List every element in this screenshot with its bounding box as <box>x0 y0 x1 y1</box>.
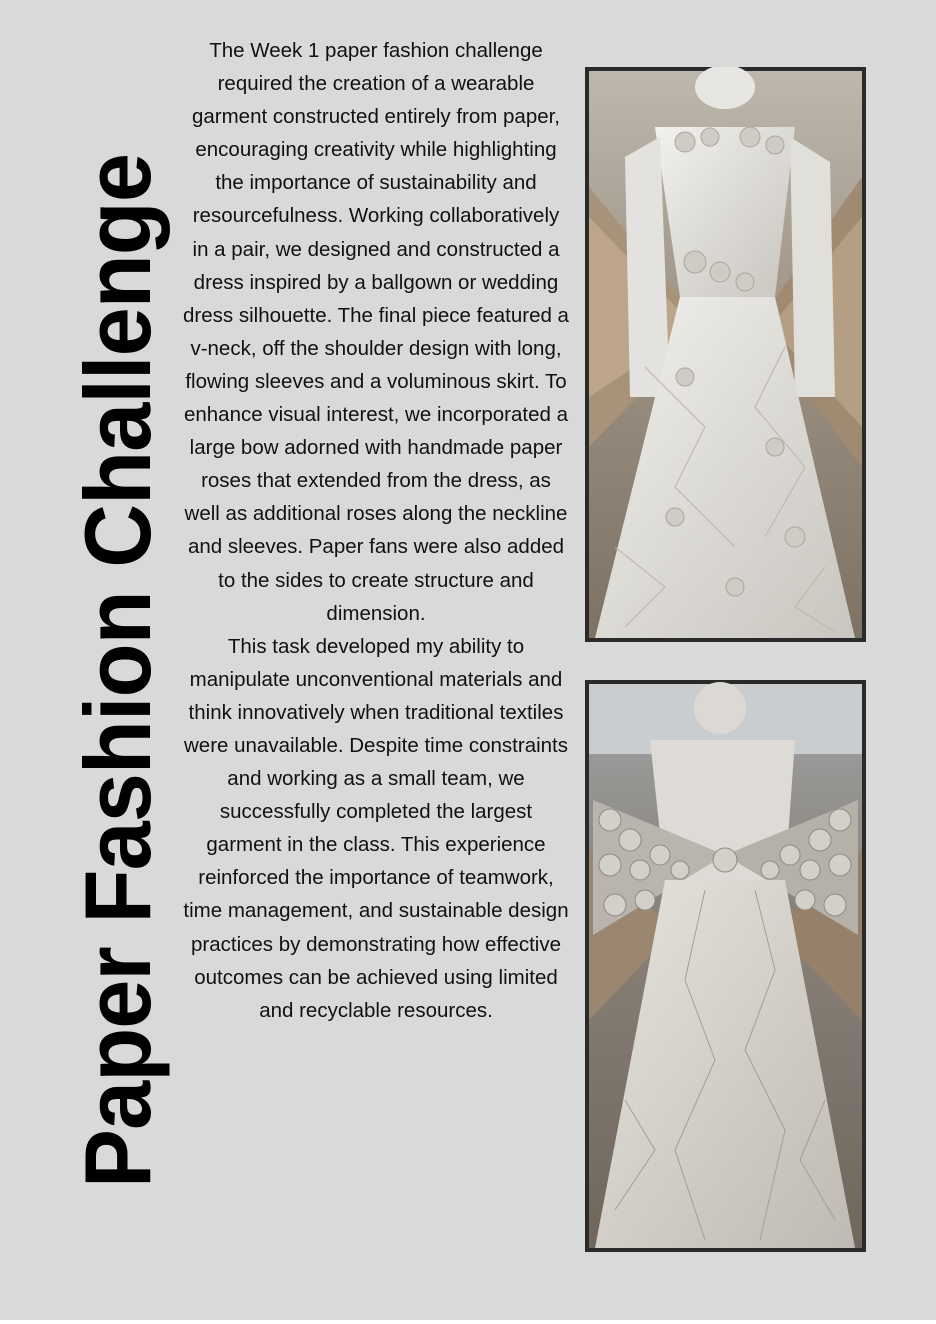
dress-front-image <box>585 67 866 642</box>
dress-front-photo <box>585 67 866 642</box>
paragraph-description: The Week 1 paper fashion challenge required the creation of a wearable garment constructed entirely from paper, encouraging creativity while highlighting the importance of sustainability and resourcefulness. Working collaboratively in a pair, we designed and constructed a dress inspired by a ballgown or wedding dress silhouette. The final piece featured a v-neck, off the shoulder design with long, flowing sleeves and a voluminous skirt. To enhance visual interest, we incorporated a large bow adorned with handmade paper roses that extended from the dress, as well as additional roses along the neckline and sleeves. Paper fans were also added to the sides to create structure and dimension. <box>183 39 569 625</box>
body-text <box>182 34 570 1027</box>
dress-back-image <box>585 680 866 1252</box>
paragraph-reflection: This task developed my ability to manipulate unconventional materials and think innovatively when traditional textiles were unavailable. Despite time constraints and working as a small team, we successfully completed the largest garment in the class. This experience reinforced the importance of teamwork, time management, and sustainable design practices by demonstrating how effective outcomes can be achieved using limited and recyclable resources. <box>183 634 569 1022</box>
dress-back-photo <box>585 680 866 1252</box>
page-title: Paper Fashion Challenge <box>65 153 170 1188</box>
page-bottom-edge <box>0 1320 936 1324</box>
